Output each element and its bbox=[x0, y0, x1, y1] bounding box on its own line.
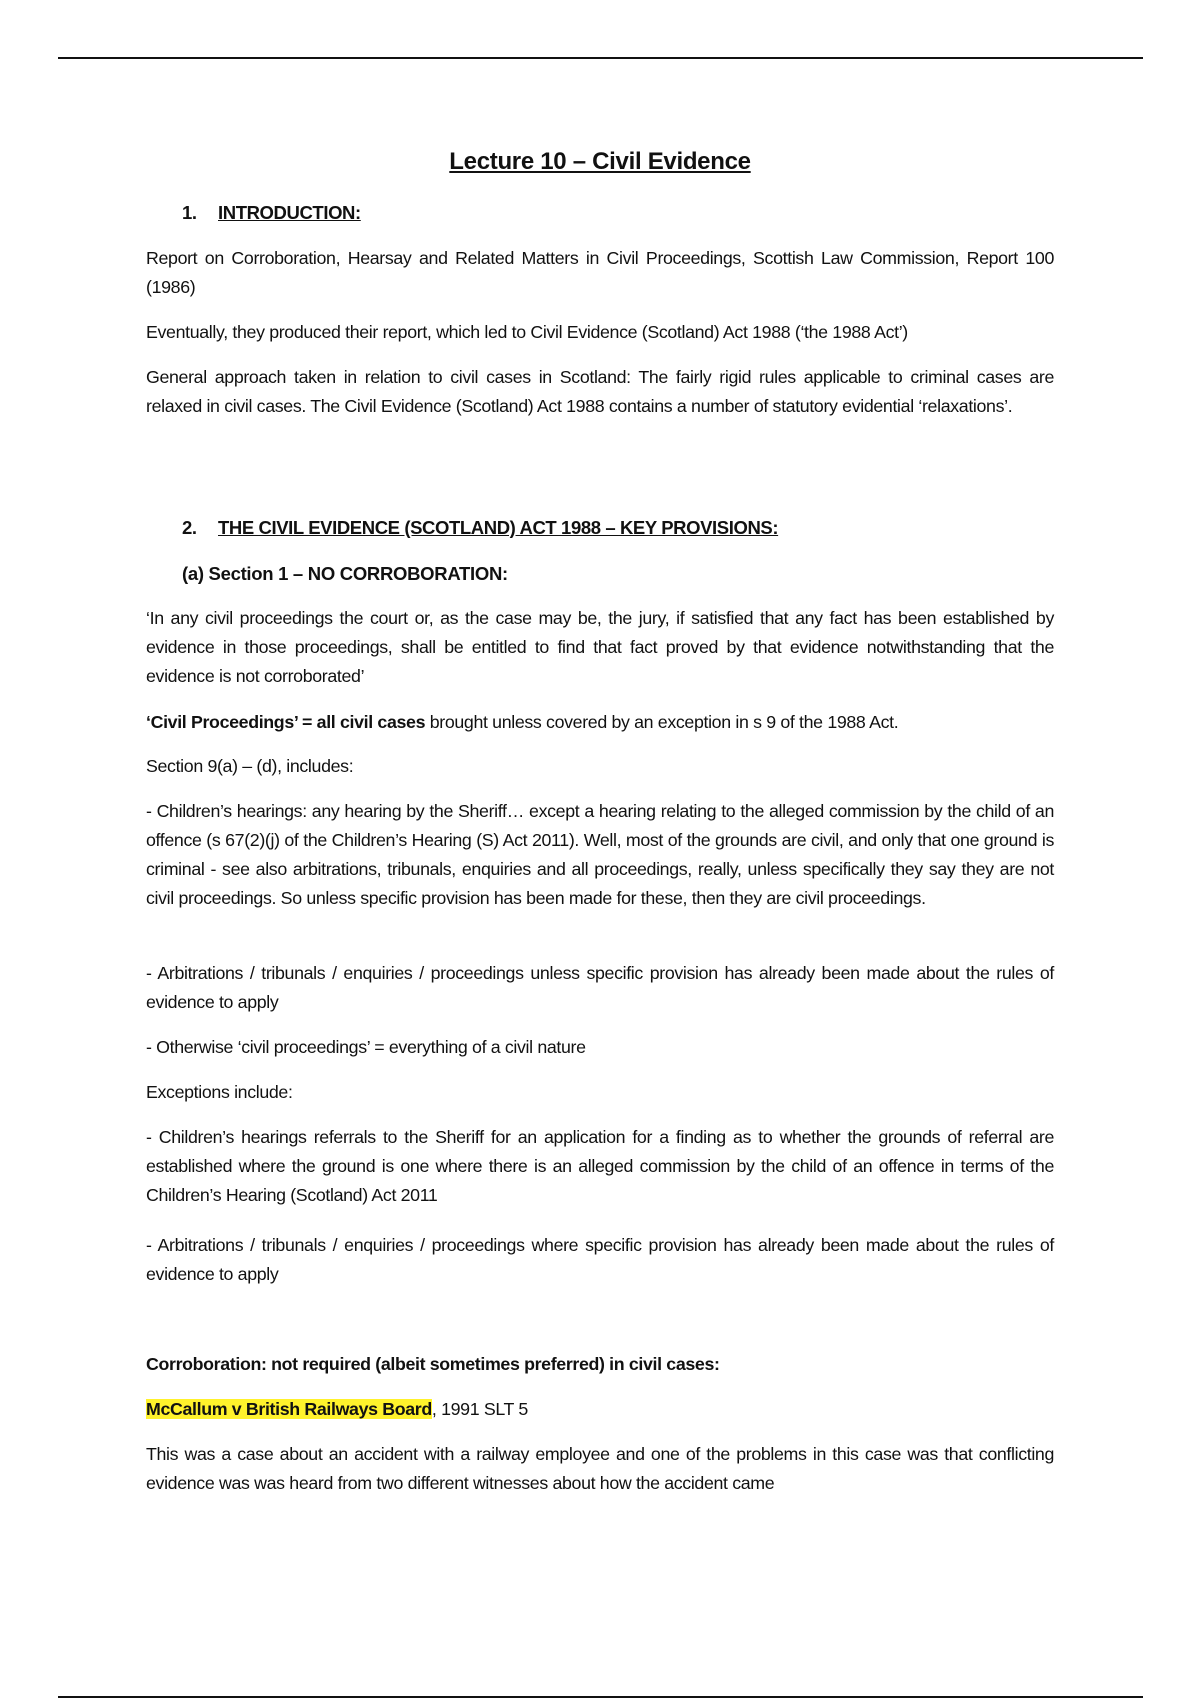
definition-rest: brought unless covered by an exception in s 9 of the 1988 Act. bbox=[425, 712, 899, 732]
definition-term: ‘Civil Proceedings’ = all civil cases bbox=[146, 712, 426, 732]
case-description: This was a case about an accident with a railway employee and one of the problems in this case was that conflicting evidence was was heard from two different witnesses about how the accident came bbox=[146, 1444, 1054, 1493]
section-1-number: 1. bbox=[182, 202, 197, 223]
includes-item-otherwise: - Otherwise ‘civil proceedings’ = everything of a civil nature bbox=[146, 1037, 586, 1057]
case-reference bbox=[146, 1395, 1054, 1424]
page-title: Lecture 10 – Civil Evidence bbox=[449, 148, 751, 175]
intro-paragraph-report: Report on Corroboration, Hearsay and Related Matters in Civil Proceedings, Scottish Law Commission, Report 100 (1986) bbox=[146, 248, 1054, 297]
exceptions-item-arbitrations: - Arbitrations / tribunals / enquiries / proceedings where specific provision has already been made about the rules of evidence to apply bbox=[146, 1235, 1054, 1284]
case-citation: , 1991 SLT 5 bbox=[431, 1399, 528, 1419]
civil-proceedings-definition bbox=[146, 708, 1054, 737]
footer-rule bbox=[58, 1696, 1143, 1698]
exceptions-item-childrens-referrals: - Children’s hearings referrals to the Sheriff for an application for a finding as to whether the grounds of referral are established where the ground is one where there is an alleged commission by the child of an offence in terms of the Children’s Hearing (Scotland) Act 2011 bbox=[146, 1127, 1054, 1205]
section-9-intro: Section 9(a) – (d), includes: bbox=[146, 756, 354, 776]
intro-paragraph-approach: General approach taken in relation to civil cases in Scotland: The fairly rigid rules applicable to criminal cases are relaxed in civil cases. The Civil Evidence (Scotland) Act 1988 contains a number of statutory evidential ‘relaxations’. bbox=[146, 367, 1054, 416]
case-name: McCallum v British Railways Board bbox=[146, 1399, 432, 1419]
includes-item-childrens-hearings: - Children’s hearings: any hearing by the Sheriff… except a hearing relating to the alleged commission by the child of an offence (s 67(2)(j) of the Children’s Hearing (S) Act 2011). Well, most of the grounds are civil, and only that one ground is criminal - see also arbitrations, tribunals, enquiries and all proceedings, really, unless specifically they say they are not civil proceedings. So unless specific provision has been made for these, then they are civil proceedings. bbox=[146, 801, 1054, 908]
statutory-quote: ‘In any civil proceedings the court or, as the case may be, the jury, if satisfied that any fact has been established by evidence in those proceedings, shall be entitled to find that fact proved by that evidence notwithstanding that the evidence is not corroborated’ bbox=[146, 608, 1054, 686]
intro-paragraph-act: Eventually, they produced their report, which led to Civil Evidence (Scotland) Act 1988 (‘the 1988 Act’) bbox=[146, 322, 908, 342]
includes-item-arbitrations: - Arbitrations / tribunals / enquiries / proceedings unless specific provision has already been made about the rules of evidence to apply bbox=[146, 963, 1054, 1012]
section-1-title: INTRODUCTION: bbox=[218, 202, 361, 223]
section-1-subheading: (a) Section 1 – NO CORROBORATION: bbox=[182, 563, 508, 584]
corroboration-heading: Corroboration: not required (albeit sometimes preferred) in civil cases: bbox=[146, 1354, 720, 1374]
header-rule bbox=[58, 57, 1143, 59]
section-2-heading bbox=[182, 517, 778, 539]
section-2-title: THE CIVIL EVIDENCE (SCOTLAND) ACT 1988 – KEY PROVISIONS: bbox=[218, 517, 779, 538]
section-1-heading bbox=[182, 202, 361, 224]
exceptions-intro: Exceptions include: bbox=[146, 1082, 293, 1102]
section-2-number: 2. bbox=[182, 517, 197, 538]
